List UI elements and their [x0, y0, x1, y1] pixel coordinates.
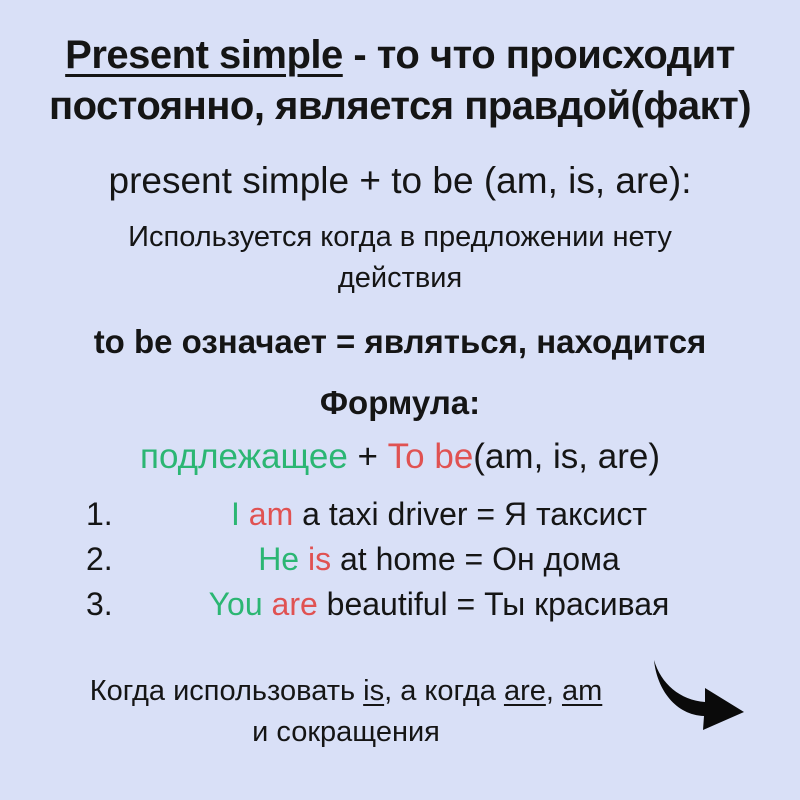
formula-heading: Формула:	[319, 384, 481, 421]
footer-text-1: Когда использовать	[89, 675, 364, 707]
formula-line	[0, 437, 800, 477]
list-item-text	[148, 496, 800, 533]
formula-forms: (am, is, are)	[473, 437, 660, 476]
list-item-number: 1.	[86, 496, 113, 532]
footer-underlined-are: are	[503, 675, 546, 707]
formula-subject: подлежащее	[140, 437, 348, 476]
formula-intro-line: present simple + to be (am, is, are):	[108, 160, 692, 201]
formula-to-be: To be	[387, 437, 474, 476]
list-item-text	[148, 586, 800, 623]
example-subject: I	[231, 496, 240, 532]
list-item-number: 2.	[86, 541, 113, 577]
footer-text-3: ,	[545, 675, 562, 707]
example-rest: at home = Он дома	[339, 541, 620, 577]
list-item	[0, 541, 800, 586]
example-rest: beautiful = Ты красивая	[326, 586, 670, 622]
formula-plus: +	[347, 437, 388, 476]
example-rest: a taxi driver = Я таксист	[302, 496, 647, 532]
example-subject: He	[258, 541, 300, 577]
page-title	[0, 30, 800, 132]
to-be-meaning: to be означает = являться, находится	[93, 323, 707, 360]
list-item	[0, 496, 800, 541]
list-item-text	[148, 541, 800, 578]
usage-note	[0, 217, 800, 298]
list-item	[0, 586, 800, 631]
example-verb: are	[262, 586, 327, 622]
footer-text-2: , а когда	[384, 675, 504, 707]
footer-teaser	[42, 671, 650, 752]
example-subject: You	[208, 586, 263, 622]
footer-underlined-am: am	[561, 675, 603, 707]
list-item-number: 3.	[86, 586, 113, 622]
usage-note-text: Используется когда в предложении нету действия	[128, 221, 672, 294]
title-definition: - то что происходит постоянно, является правдой(факт)	[48, 33, 752, 129]
example-verb: is	[299, 541, 340, 577]
footer-text-line2: и сокращения	[252, 715, 440, 748]
example-verb: am	[239, 496, 303, 532]
title-underlined-term: Present simple	[65, 33, 343, 77]
footer-underlined-is: is	[363, 675, 385, 707]
curved-right-arrow-icon	[644, 658, 748, 730]
examples-list	[0, 496, 800, 631]
